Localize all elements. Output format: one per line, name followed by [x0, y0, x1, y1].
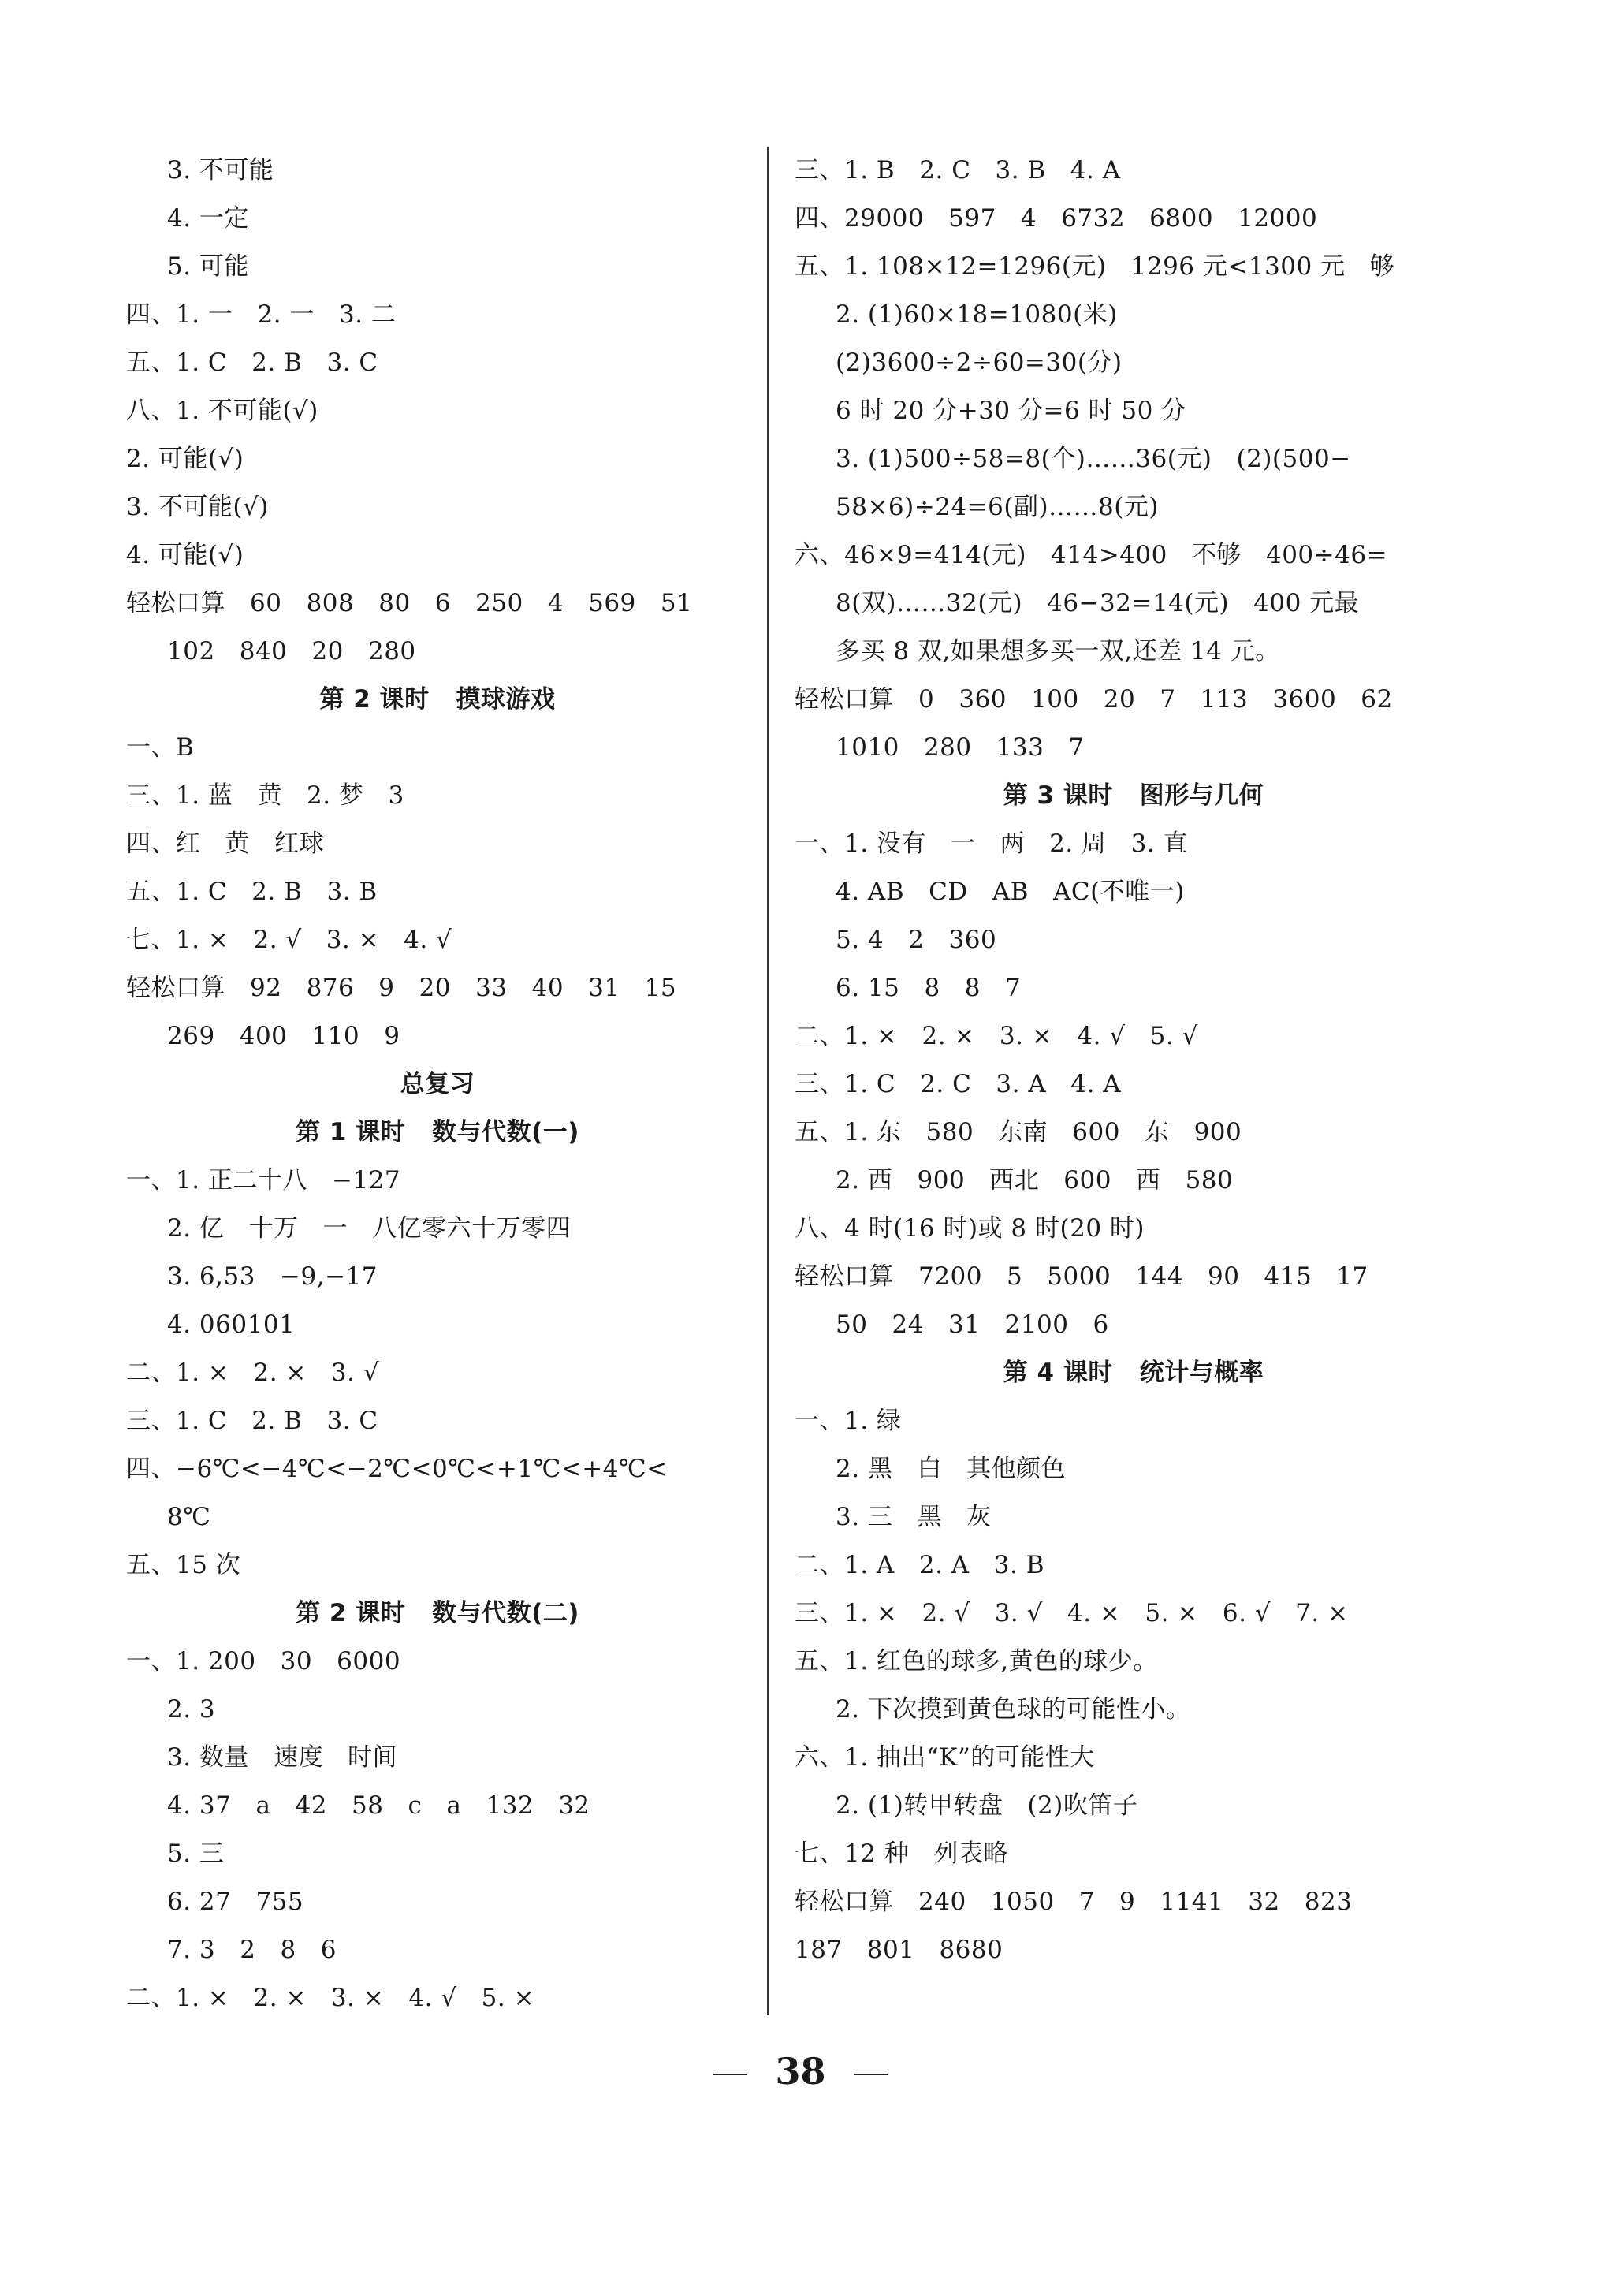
answer-line: 四、29000 597 4 6732 6800 12000: [795, 204, 1318, 233]
answer-line: (2)3600÷2÷60=30(分): [836, 348, 1123, 377]
section-heading: 第 2 课时 摸球游戏: [319, 685, 556, 714]
answer-line: 4. 37 a 42 58 c a 132 32: [167, 1791, 590, 1820]
answer-line: 五、1. C 2. B 3. B: [126, 878, 378, 906]
answer-line: 5. 三: [167, 1839, 225, 1868]
answer-line: 七、1. × 2. √ 3. × 4. √: [126, 926, 452, 954]
answer-line: 50 24 31 2100 6: [836, 1310, 1109, 1339]
answer-line: 4. 060101: [167, 1310, 296, 1339]
answer-line: 二、1. A 2. A 3. B: [795, 1551, 1044, 1579]
answer-line: 5. 4 2 360: [836, 926, 997, 954]
answer-line: 五、1. 东 580 东南 600 东 900: [795, 1118, 1242, 1146]
answer-line: 三、1. C 2. C 3. A 4. A: [795, 1070, 1122, 1098]
section-heading: 第 4 课时 统计与概率: [1003, 1359, 1264, 1387]
answer-line: 一、B: [126, 733, 195, 762]
section-heading: 第 3 课时 图形与几何: [1003, 781, 1264, 810]
footer-dash-left: [713, 2074, 747, 2075]
answer-line: 2. 3: [167, 1695, 216, 1724]
answer-line: 2. 黑 白 其他颜色: [836, 1455, 1067, 1483]
answer-line: 4. 一定: [167, 204, 249, 233]
answer-line: 8(双)……32(元) 46−32=14(元) 400 元最: [836, 589, 1360, 617]
answer-line: 三、1. C 2. B 3. C: [126, 1407, 378, 1435]
answer-line: 二、1. × 2. × 3. × 4. √ 5. ×: [126, 1984, 535, 2012]
right-column: [795, 147, 1473, 1974]
answer-line: 6. 15 8 8 7: [836, 974, 1022, 1002]
answer-line: 3. 不可能: [167, 156, 274, 184]
answer-line: 一、1. 绿: [795, 1407, 902, 1435]
answer-line: 一、1. 正二十八 −127: [126, 1166, 401, 1195]
answer-line: 4. 可能(√): [126, 541, 244, 569]
answer-line: 1010 280 133 7: [836, 733, 1085, 762]
answer-line: 2. 亿 十万 一 八亿零六十万零四: [167, 1214, 572, 1243]
answer-line: 七、12 种 列表略: [795, 1839, 1008, 1868]
left-column: [126, 147, 749, 2022]
answer-line: 轻松口算 0 360 100 20 7 113 3600 62: [795, 685, 1393, 714]
answer-line: 二、1. × 2. × 3. √: [126, 1359, 380, 1387]
answer-line: 六、1. 抽出“K”的可能性大: [795, 1743, 1095, 1772]
answer-line: 轻松口算 60 808 80 6 250 4 569 51: [126, 589, 693, 617]
answer-line: 3. 数量 速度 时间: [167, 1743, 398, 1772]
answer-line: 轻松口算 240 1050 7 9 1141 32 823: [795, 1888, 1353, 1916]
answer-line: 2. (1)60×18=1080(米): [836, 300, 1118, 329]
answer-line: 三、1. × 2. √ 3. √ 4. × 5. × 6. √ 7. ×: [795, 1599, 1349, 1627]
answer-line: 3. (1)500÷58=8(个)……36(元) (2)(500−: [836, 445, 1351, 473]
answer-line: 7. 3 2 8 6: [167, 1936, 337, 1964]
answer-line: 四、−6℃<−4℃<−2℃<0℃<+1℃<+4℃<: [126, 1455, 668, 1483]
answer-line: 4. AB CD AB AC(不唯一): [836, 878, 1185, 906]
answer-line: 2. 下次摸到黄色球的可能性小。: [836, 1695, 1191, 1724]
answer-line: 轻松口算 7200 5 5000 144 90 415 17: [795, 1262, 1368, 1291]
answer-line: 102 840 20 280: [167, 637, 416, 665]
answer-line: 58×6)÷24=6(副)……8(元): [836, 493, 1159, 521]
answer-line: 2. (1)转甲转盘 (2)吹笛子: [836, 1791, 1138, 1820]
answer-line: 八、4 时(16 时)或 8 时(20 时): [795, 1214, 1145, 1243]
answer-line: 3. 6,53 −9,−17: [167, 1262, 378, 1291]
section-heading: 第 1 课时 数与代数(一): [296, 1118, 579, 1146]
answer-line: 六、46×9=414(元) 414>400 不够 400÷46=: [795, 541, 1388, 569]
answer-line: 一、1. 没有 一 两 2. 周 3. 直: [795, 829, 1189, 858]
answer-line: 五、1. 108×12=1296(元) 1296 元<1300 元 够: [795, 252, 1395, 281]
answer-line: 6 时 20 分+30 分=6 时 50 分: [836, 397, 1186, 425]
answer-line: 五、1. 红色的球多,黄色的球少。: [795, 1647, 1158, 1675]
answer-line: 二、1. × 2. × 3. × 4. √ 5. √: [795, 1022, 1198, 1050]
page-number: 38: [775, 2050, 826, 2093]
answer-line: 3. 不可能(√): [126, 493, 269, 521]
answer-line: 八、1. 不可能(√): [126, 397, 318, 425]
answer-line: 5. 可能: [167, 252, 249, 281]
answer-line: 多买 8 双,如果想多买一双,还差 14 元。: [836, 637, 1280, 665]
answer-line: 2. 西 900 西北 600 西 580: [836, 1166, 1234, 1195]
answer-line: 3. 三 黑 灰: [836, 1503, 992, 1531]
answer-line: 269 400 110 9: [167, 1022, 400, 1050]
answer-line: 四、1. 一 2. 一 3. 二: [126, 300, 397, 329]
answer-line: 2. 可能(√): [126, 445, 244, 473]
answer-line: 轻松口算 92 876 9 20 33 40 31 15: [126, 974, 677, 1002]
answer-line: 五、1. C 2. B 3. C: [126, 348, 378, 377]
answer-line: 187 801 8680: [795, 1936, 1003, 1964]
column-divider: [767, 147, 769, 2015]
answer-line: 四、红 黄 红球: [126, 829, 325, 858]
answer-line: 五、15 次: [126, 1551, 241, 1579]
answer-line: 6. 27 755: [167, 1888, 304, 1916]
answer-line: 三、1. 蓝 黄 2. 梦 3: [126, 781, 404, 810]
footer-dash-right: [854, 2074, 888, 2075]
answer-line: 一、1. 200 30 6000: [126, 1647, 401, 1675]
section-heading: 总复习: [400, 1070, 475, 1098]
answer-line: 三、1. B 2. C 3. B 4. A: [795, 156, 1121, 184]
section-heading: 第 2 课时 数与代数(二): [296, 1599, 579, 1627]
answer-line: 8℃: [167, 1503, 211, 1531]
page-footer: [0, 2050, 1601, 2093]
